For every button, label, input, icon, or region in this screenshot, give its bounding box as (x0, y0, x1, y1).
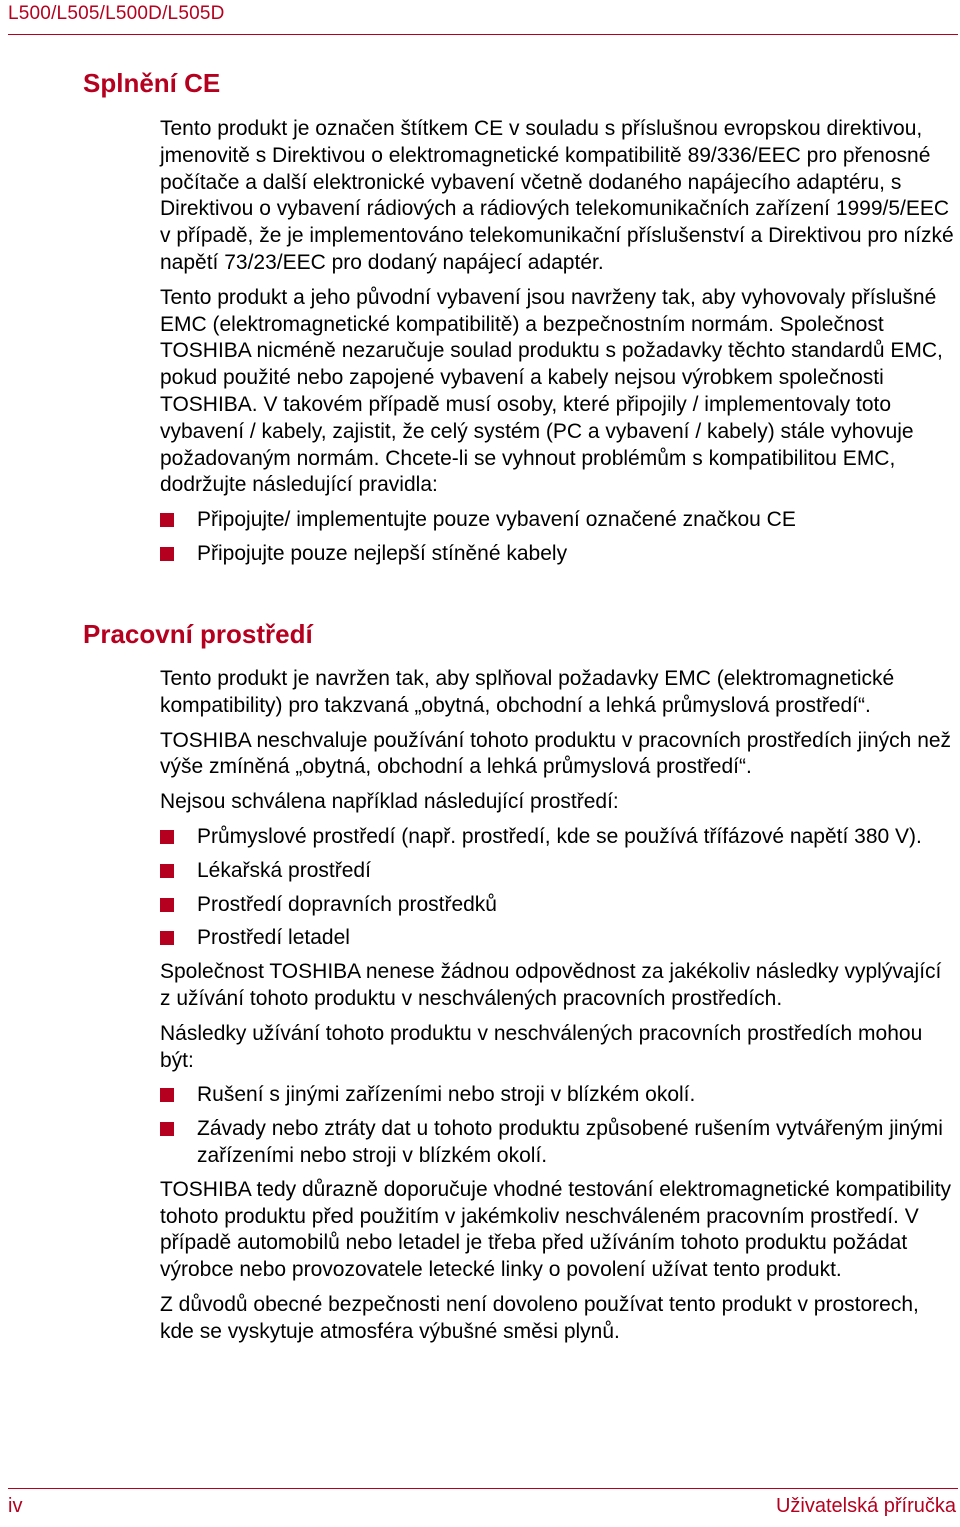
list-item (160, 1082, 955, 1109)
paragraph: Tento produkt a jeho původní vybavení jsou navrženy tak, aby vyhovovaly příslušné EMC (elektromagnetické kompatibilitě) a bezpečnostním normám. Společnost TOSHIBA nicméně nezaručuje soulad produktu s požadavky těchto standardů EMC, pokud použité nebo zapojené vybavení a kabely nejsou výrobkem společnosti TOSHIBA. V takovém případě musí osoby, které připojily / implementovaly toto vybavení / kabely, zajistit, že celý systém (PC a vybavení / kabely) stále vyhovuje požadovaným normám. Chcete-li se vyhnout problémům s kompatibilitou EMC, dodržujte následující pravidla: (160, 285, 943, 497)
list-item (160, 1116, 955, 1170)
section-title-ce: Splnění CE (83, 68, 221, 98)
list-item (160, 858, 955, 885)
list-item-text: Lékařská prostředí (197, 858, 371, 882)
bullet-list (160, 824, 955, 952)
list-item-text: Prostředí letadel (197, 926, 350, 950)
list-item (160, 824, 955, 851)
list-item (160, 541, 955, 568)
list-item-text: Připojujte pouze nejlepší stíněné kabely (197, 541, 568, 565)
bullet-list (160, 507, 955, 568)
bullet-square-icon (160, 513, 174, 527)
section-body-ce (160, 116, 955, 575)
paragraph: TOSHIBA neschvaluje používání tohoto produktu v pracovních prostředích jiných než výše zmíněná „obytná, obchodní a lehká průmyslová prostředí“. (160, 728, 952, 779)
header-divider (8, 34, 958, 35)
bullet-square-icon (160, 898, 174, 912)
list-item-text: Závady nebo ztráty dat u tohoto produktu způsobené rušením vytvářeným jinými zařízeními nebo stroji v blízkém okolí. (197, 1117, 943, 1167)
list-item-text: Rušení s jinými zařízeními nebo stroji v blízkém okolí. (197, 1083, 696, 1107)
page-number: iv (8, 1495, 23, 1517)
paragraph: Následky užívání tohoto produktu v neschválených pracovních prostředích mohou být: (160, 1021, 923, 1072)
bullet-list (160, 1082, 955, 1169)
paragraph: Nejsou schválena například následující prostředí: (160, 790, 619, 814)
paragraph: Společnost TOSHIBA nenese žádnou odpovědnost za jakékoliv následky vyplývající z užívání tohoto produktu v neschválených pracovních prostředích. (160, 960, 942, 1010)
list-item (160, 892, 955, 919)
paragraph: TOSHIBA tedy důrazně doporučuje vhodné testování elektromagnetické kompatibility tohoto produktu před použitím v jakémkoliv neschváleném pracovním prostředí. V případě automobilů nebo letadel je třeba před užíváním tohoto produktu požádat výrobce nebo provozovatele letecké linky o povolení užívat tento produkt. (160, 1177, 952, 1282)
bullet-square-icon (160, 864, 174, 878)
bullet-square-icon (160, 1088, 174, 1102)
paragraph: Tento produkt je navržen tak, aby splňoval požadavky EMC (elektromagnetické kompatibility) pro takzvaná „obytná, obchodní a lehká průmyslová prostředí“. (160, 667, 895, 717)
header-model: L500/L505/L500D/L505D (8, 3, 225, 24)
bullet-square-icon (160, 547, 174, 561)
section-body-environment (160, 666, 955, 1354)
paragraph: Z důvodů obecné bezpečnosti není dovoleno používat tento produkt v prostorech, kde se vyskytuje atmosféra výbušné směsi plynů. (160, 1292, 919, 1343)
footer-divider (8, 1488, 958, 1489)
list-item-text: Prostředí dopravních prostředků (197, 892, 497, 916)
paragraph: Tento produkt je označen štítkem CE v souladu s příslušnou evropskou direktivou, jmenovitě s Direktivou o elektromagnetické kompatibilitě 89/336/EEC pro přenosné počítače a další elektronické vybavení včetně dodaného napájecího adaptéru, s Direktivou o vybavení rádiových a rádiových telekomunikačních zařízení 1999/5/EEC v případě, že je implementováno telekomunikační příslušenství a Direktivou pro nízké napětí 73/23/EEC pro dodaný napájecí adaptér. (160, 117, 954, 274)
list-item-text: Průmyslové prostředí (např. prostředí, kde se používá třífázové napětí 380 V). (197, 824, 922, 848)
bullet-square-icon (160, 1122, 174, 1136)
bullet-square-icon (160, 931, 174, 945)
list-item-text: Připojujte/ implementujte pouze vybavení označené značkou CE (197, 508, 796, 532)
list-item (160, 507, 955, 534)
section-title-environment: Pracovní prostředí (83, 619, 313, 649)
bullet-square-icon (160, 830, 174, 844)
list-item (160, 925, 955, 952)
footer-title: Uživatelská příručka (775, 1495, 956, 1517)
